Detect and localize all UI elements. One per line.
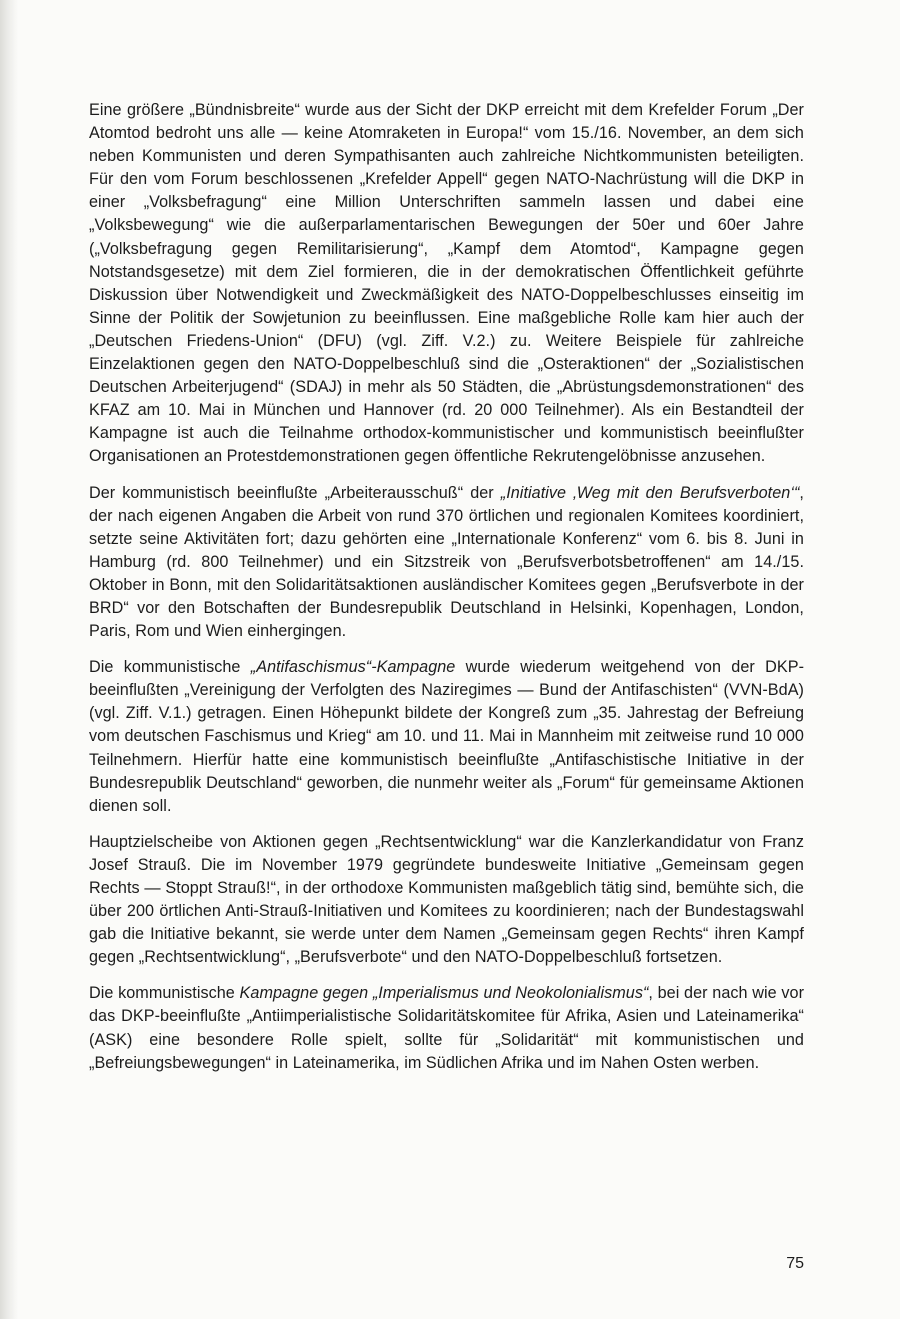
italic-title: Kampagne gegen „Imperialismus und Neokolonialismus“ [239, 984, 649, 1003]
paragraph-text: Die kommunistische [89, 658, 251, 677]
paragraph-text: , bei der nach wie vor das DKP-beeinflußte „Antiimperialistische Solidaritätskomitee für Afrika, Asien und Lateinamerika“ (ASK) eine besondere Rolle spielt, sollte für „Solidarität“ mit kommunistischen und „Befreiungsbewegungen“ in Lateinamerika, im Südlichen Afrika und im Nahen Osten werben. [89, 984, 805, 1072]
page-number: 75 [786, 1255, 804, 1272]
paragraph-text: , der nach eigenen Angaben die Arbeit von rund 370 örtlichen und regionalen Komitees koordiniert, setzte seine Aktivitäten fort; dazu gehörten eine „Internationale Konferenz“ vom 6. bis 8. Juni in Hamburg (rd. 800 Teilnehmer) und ein Sitzstreik von „Berufsverbotsbetroffenen“ am 14./15. Oktober in Bonn, mit den Solidaritätsaktionen ausländischer Komitees gegen „Berufsverbote in der BRD“ vor den Botschaften der Bundesrepublik Deutschland in Helsinki, Kopenhagen, London, Paris, Rom und Wien einhergingen. [89, 483, 804, 641]
paragraph-text: wurde wiederum weitgehend von der DKP-beeinflußten „Vereinigung der Verfolgten des Naziregimes — Bund der Antifaschisten“ (VVN-BdA) (vgl. Ziff. V.1.) getragen. Einen Höhepunkt bildete der Kongreß zum „35. Jahrestag der Befreiung vom deutschen Faschismus und Krieg“ am 10. und 11. Mai in Mannheim mit zeitweise rund 10 000 Teilnehmern. Hierfür hatte eine kommunistisch beeinflußte „Antifaschistische Initiative in der Bundesrepublik Deutschland“ geworben, die nunmehr weiter als „Forum“ für gemeinsame Aktionen dienen soll. [89, 658, 805, 815]
paragraph-text: Eine größere „Bündnisbreite“ wurde aus der Sicht der DKP erreicht mit dem Krefelder Forum „Der Atomtod bedroht uns alle — keine Atomraketen in Europa!“ vom 15./16. November, an dem sich neben Kommunisten und deren Sympathisanten auch zahlreiche Nichtkommunisten beteiligten. Für den vom Forum beschlossenen „Krefelder Appell“ gegen NATO-Nachrüstung will die DKP in einer „Volksbefragung“ eine Million Unterschriften sammeln lassen und dabei eine „Volksbewegung“ wie die außerparlamentarischen Bewegungen der 50er und 60er Jahre („Volksbefragung gegen Remilitarisierung“, „Kampf dem Atomtod“, Kampagne gegen Notstandsgesetze) mit dem Ziel formieren, die in der demokratischen Öffentlichkeit geführte Diskussion über Notwendigkeit und Zweckmäßigkeit des NATO-Doppelbeschlusses einseitig im Sinne der Politik der Sowjetunion zu beeinflussen. Eine maßgebliche Rolle kam hier auch der „Deutschen Friedens-Union“ (DFU) (vgl. Ziff. V.2.) zu. Weitere Beispiele für zahlreiche Einzelaktionen gegen den NATO-Doppelbeschluß sind die „Osteraktionen“ der „Sozialistischen Deutschen Arbeiterjugend“ (SDAJ) in mehr als 50 Städten, die „Abrüstungsdemonstrationen“ des KFAZ am 10. Mai in München und Hannover (rd. 20 000 Teilnehmer). Als ein Bestandteil der Kampagne ist auch die Teilnahme orthodox-kommunistischer und kommunistisch beeinflußter Organisationen an Protestdemonstrationen gegen öffentliche Rekrutengelöbnisse anzusehen. [89, 101, 804, 466]
paragraph-text: Der kommunistisch beeinflußte „Arbeiterausschuß“ der [89, 483, 501, 502]
paragraph-3 [89, 656, 804, 818]
page-gutter-shadow [0, 0, 18, 1319]
italic-title: „Antifaschismus“-Kampagne [250, 658, 456, 677]
paragraph-text: Hauptzielscheibe von Aktionen gegen „Rechtsentwicklung“ war die Kanzlerkandidatur von Franz Josef Strauß. Die im November 1979 gegründete bundesweite Initiative „Gemeinsam gegen Rechts — Stoppt Strauß!“, in der orthodoxe Kommunisten maßgeblich tätig sind, bemühte sich, die über 200 örtlichen Anti-Strauß-Initiativen und Komitees zu koordinieren; nach der Bundestagswahl gab die Initiative bekannt, sie werde unter dem Namen „Gemeinsam gegen Rechts“ ihren Kampf gegen „Rechtsentwicklung“, „Berufsverbote“ und den NATO-Doppelbeschluß fortsetzen. [89, 832, 804, 967]
paragraph-5 [89, 982, 804, 1074]
paragraph-text: Die kommunistische [89, 984, 240, 1003]
paragraph-1 [89, 99, 804, 469]
paragraph-4 [89, 831, 804, 970]
body-text [89, 99, 804, 1088]
italic-title: „Initiative ‚Weg mit den Berufsverboten‘“ [500, 483, 800, 502]
paragraph-2 [89, 482, 804, 644]
